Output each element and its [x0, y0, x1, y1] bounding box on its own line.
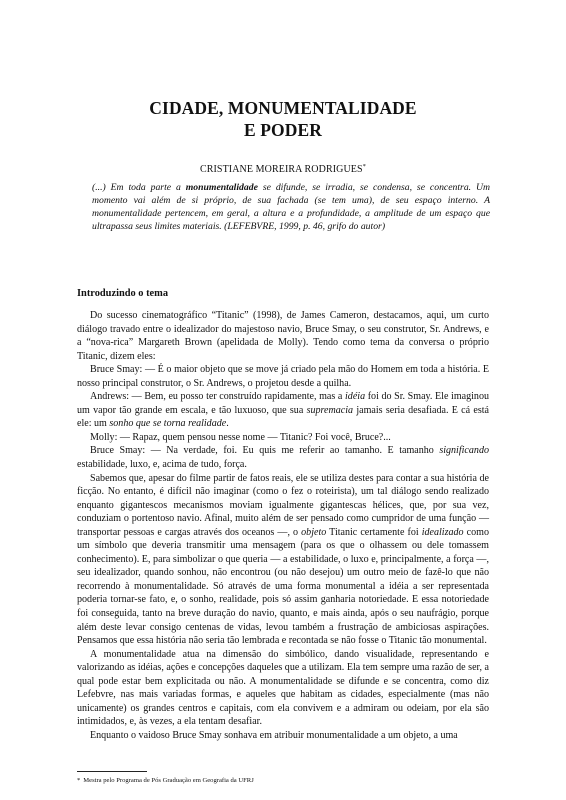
title-line-2: E PODER	[244, 120, 322, 140]
paragraph-5-italic: significando	[439, 445, 489, 457]
paragraph-6	[77, 472, 489, 648]
paragraph-6-italic-1: objeto	[301, 526, 327, 538]
paragraph-3	[77, 390, 489, 431]
paragraph-3-italic-2: supremacia	[306, 404, 354, 416]
paragraph-6-text-b: Titanic certamente foi	[326, 526, 422, 538]
author-footnote-marker: *	[362, 163, 367, 170]
footnote-marker: *	[77, 777, 81, 784]
epigraph-text-1: (...) Em toda parte a	[92, 182, 186, 193]
footnote-text: Mestra pelo Programa de Pós Graduação em Geografia da UFRJ	[83, 777, 254, 784]
paragraph-6-text-c: como um símbolo que deveria transmitir uma mensagem (para os que o olhassem ou dele tomassem conhecimento). E, para simbolizar o que queria — a estabilidade, o luxo e, principalmente, a força —, seu idealizador, quando sonhou, não encontrou (ou não desejou) um outro meio de fazê-lo que não recorrendo à monumentalidade. Só através de uma forma monumental a idéia a ser representada poderia tornar-se fato, e, o sonho, realidade, pois só assim ganharia notoriedade. E essa notoriedade foi conseguida, tanto na breve duração do navio, quanto, e mais ainda, após o seu naufrágio, porque além deste levar consigo centenas de vidas, levou também a frustração de ambiciosas aspirações. Pensamos que essa história não seria tão lembrada e recontada se não fosse o Titanic tão monumental.	[77, 526, 489, 647]
paragraph-3-text-c: jamais seria desafiada. E cá está ele: um	[77, 404, 489, 430]
author-name-text: CRISTIANE MOREIRA RODRIGUES	[199, 164, 363, 175]
footnote	[77, 777, 254, 784]
footnote-divider	[77, 771, 147, 772]
paragraph-3-text-a: Andrews: — Bem, eu posso ter construído rapidamente, mas a	[90, 391, 345, 403]
paragraph-2: Bruce Smay: — É o maior objeto que se move já criado pela mão do Homem em toda a história. E nosso principal construtor, o Sr. Andrews, o projetou desde a quilha.	[77, 364, 489, 389]
paragraph-4: Molly: — Rapaz, quem pensou nesse nome — Titanic? Foi você, Bruce?...	[90, 431, 391, 443]
section-heading: Introduzindo o tema	[77, 288, 169, 299]
paragraph-3-italic-1: idéia	[345, 391, 366, 403]
paragraph-6-text-a: Sabemos que, apesar do filme partir de fatos reais, ele se utiliza destes para contar a sua história de ficção. No entanto, é difícil não imaginar (como o fez o roteirista), um tal diálogo sendo realizado enquanto gigantescos mecanismos moviam igualmente gigantescas hélices, que, por sua vez, conduziam o portentoso navio. Afinal, muito além de ser pensado como cumpridor de uma função — transportar pessoas e cargas através dos oceanos —, o	[77, 472, 489, 538]
paragraph-3-italic-3: sonho que se torna realidade	[109, 418, 227, 430]
epigraph-text-2: se difunde, se irradia, se condensa, se concentra. Um momento vai além de si próprio, de sua fachada (se tem uma), de seu espaço interno. A monumentalidade pertencem, em geral, a altura e a profundidade, a amplitude de um espaço que ultrapassa seus limites materiais. (LEFEBVRE, 1999, p. 46, grifo do autor)	[92, 182, 490, 232]
paragraph-5	[77, 444, 489, 471]
epigraph-bold-term: monumentalidade	[185, 182, 258, 193]
author-name	[0, 163, 566, 175]
paragraph-5-text-b: estabilidade, luxo, e, acima de tudo, força.	[77, 459, 247, 471]
paragraph-8: Enquanto o vaidoso Bruce Smay sonhava em atribuir monumentalidade a um objeto, a uma	[90, 729, 458, 741]
paragraph-3-text-d: .	[226, 418, 229, 430]
title-line-1: CIDADE, MONUMENTALIDADE	[149, 98, 417, 118]
paragraph-6-italic-2: idealizado	[421, 526, 464, 538]
paragraph-5-text-a: Bruce Smay: — Na verdade, foi. Eu quis me referir ao tamanho. E tamanho	[90, 445, 440, 457]
paragraph-7: A monumentalidade atua na dimensão do simbólico, dando visualidade, representando e valorizando as idéias, ações e concepções daqueles que a utilizam. Ela tem sempre uma razão de ser, a qual pode estar bem explicitada ou não. A monumentalidade se difunde e se concentra, como diz Lefebvre, nas mais variadas formas, e aqueles que habitam as cidades, especialmente (mas não unicamente) os grandes centros e capitais, com ela convivem e a admiram ou odeiam, por ela são intimidados, e, às vezes, a ela tentam desafiar.	[77, 648, 489, 728]
epigraph-quote	[92, 181, 490, 233]
body-text	[77, 309, 489, 743]
paragraph-3-text-b: foi do Sr. Smay. Ele imaginou um vapor tão grande em escala, e tão luxuoso, que sua	[77, 391, 489, 416]
paragraph-1: Do sucesso cinematográfico “Titanic” (1998), de James Cameron, destacamos, aqui, um curto diálogo travado entre o idealizador do majestoso navio, Bruce Smay, o seu construtor, Sr. Andrews, e a “nova-rica” Margareth Brown (apelidada de Molly). Tendo como tema da conversa o próprio Titanic, dizem eles:	[77, 310, 489, 362]
